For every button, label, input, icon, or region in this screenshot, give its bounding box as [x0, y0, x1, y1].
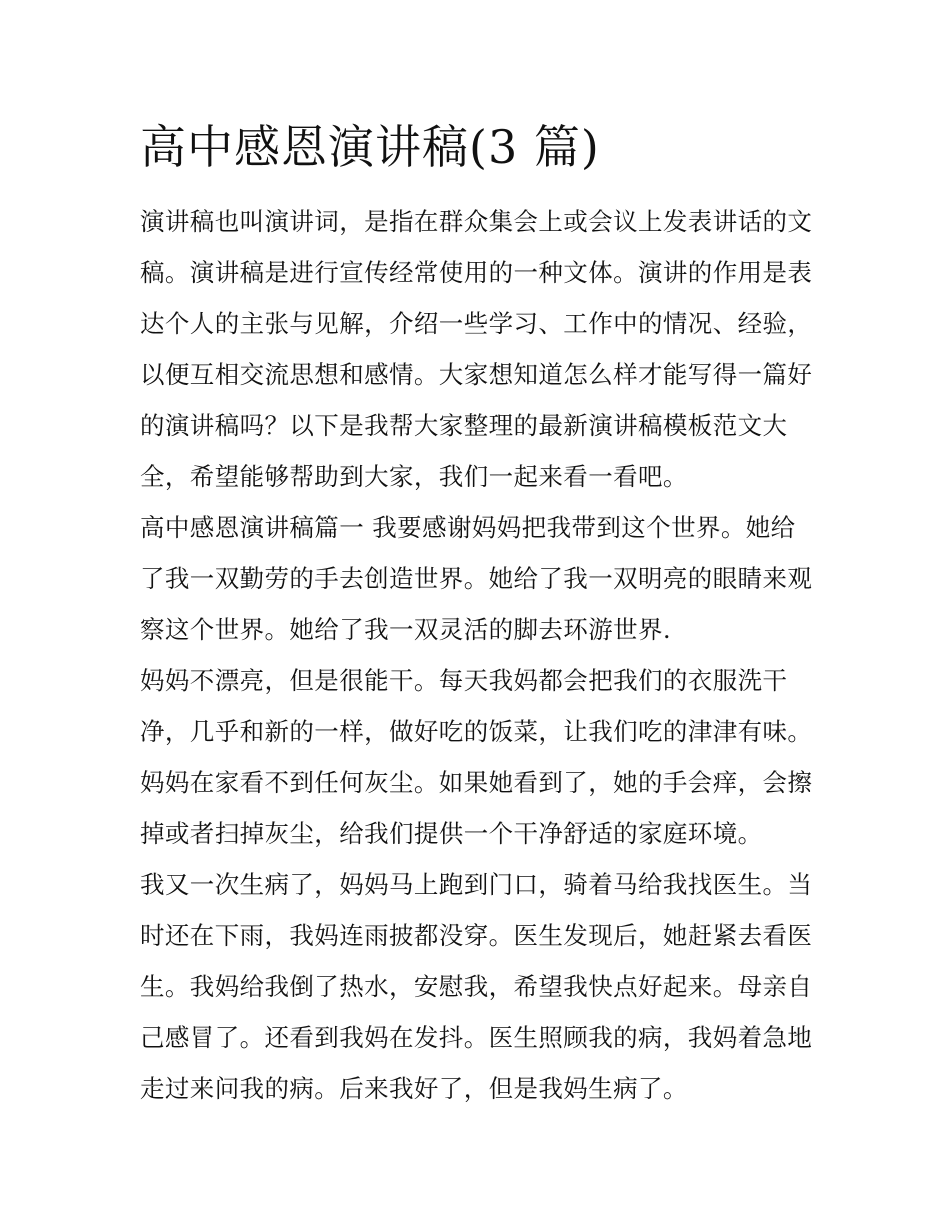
text-line: 演讲稿也叫演讲词，是指在群众集会上或会议上发表讲话的文: [140, 207, 813, 236]
page-title: 高中感恩演讲稿(3 篇): [140, 120, 600, 174]
text-line: 的演讲稿吗？以下是我帮大家整理的最新演讲稿模板范文大: [140, 411, 788, 440]
document-body: [140, 196, 812, 1114]
text-line: 妈妈不漂亮，但是很能干。每天我妈都会把我们的衣服洗干: [140, 666, 788, 695]
text-line: 走过来问我的病。后来我好了，但是我妈生病了。: [140, 1074, 688, 1103]
text-line: 高中感恩演讲稿篇一 我要感谢妈妈把我带到这个世界。她给: [140, 513, 796, 542]
text-line: 以便互相交流思想和感情。大家想知道怎么样才能写得一篇好: [140, 360, 813, 389]
text-line: 察这个世界。她给了我一双灵活的脚去环游世界.: [140, 615, 672, 644]
text-line: 了我一双勤劳的手去创造世界。她给了我一双明亮的眼睛来观: [140, 564, 813, 593]
text-line: 我又一次生病了，妈妈马上跑到门口，骑着马给我找医生。当: [140, 870, 813, 899]
text-line: 稿。演讲稿是进行宣传经常使用的一种文体。演讲的作用是表: [140, 258, 813, 287]
text-line: 全，希望能够帮助到大家，我们一起来看一看吧。: [140, 462, 688, 491]
text-line: 妈妈在家看不到任何灰尘。如果她看到了，她的手会痒，会擦: [140, 768, 813, 797]
text-line: 达个人的主张与见解，介绍一些学习、工作中的情况、经验，: [140, 309, 813, 338]
text-line: 掉或者扫掉灰尘，给我们提供一个干净舒适的家庭环境。: [140, 819, 763, 848]
text-line: 己感冒了。还看到我妈在发抖。医生照顾我的病，我妈着急地: [140, 1023, 813, 1052]
text-line: 生。我妈给我倒了热水，安慰我，希望我快点好起来。母亲自: [140, 972, 813, 1001]
text-line: 时还在下雨，我妈连雨披都没穿。医生发现后，她赶紧去看医: [140, 921, 813, 950]
text-line: 净，几乎和新的一样，做好吃的饭菜，让我们吃的津津有味。: [140, 717, 813, 746]
